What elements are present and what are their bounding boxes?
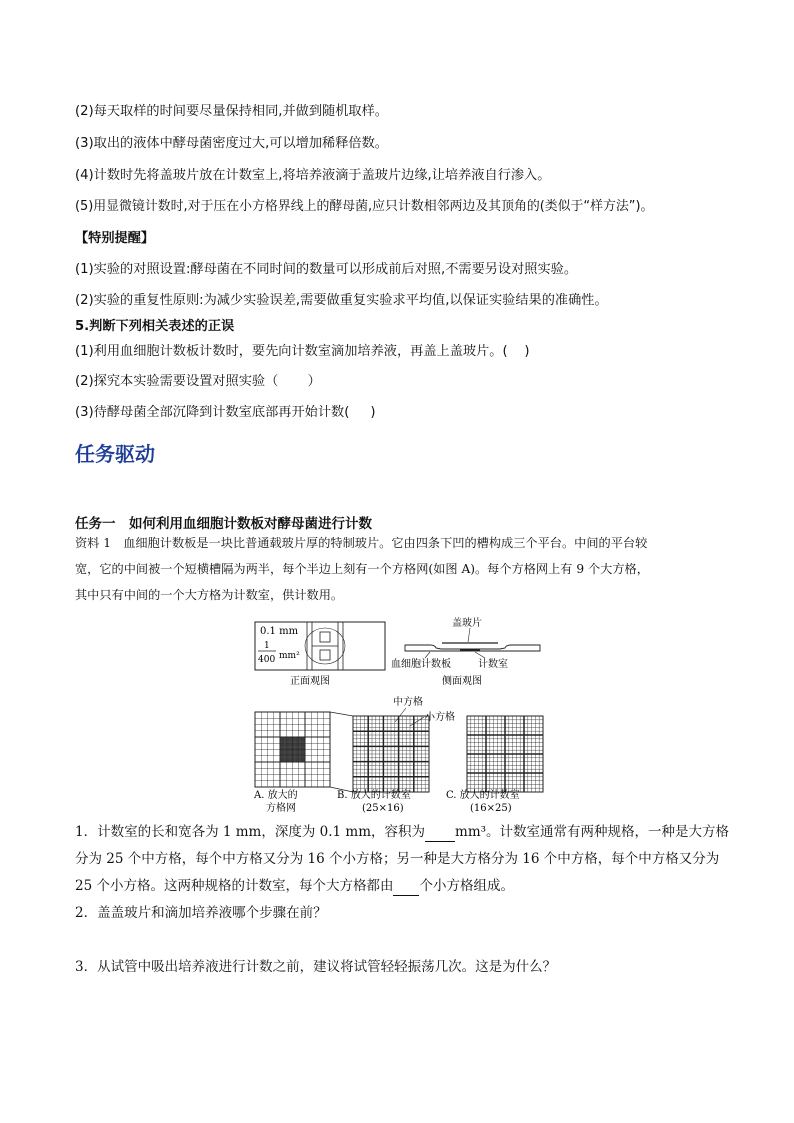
hemocytometer-figure [250,612,550,817]
question-1-line-2: 分为 25 个中方格，每个中方格又分为 16 个小方格；另一种是大方格分为 16 个中方格，每个中方格又分为 [75,851,720,867]
caption-c-line1: C. 放大的计数室 [446,790,520,801]
grid-c-counting-chamber-16x25 [467,716,543,792]
question-1-line-1 [75,823,729,842]
front-frac-denominator: 400 [258,655,276,665]
material-line-2: 宽，它的中间被一个短横槽隔为两半，每个半边上刻有一个方格网(如图 A)。每个方格网上有 9 个大方格， [75,562,649,576]
q1-text-e: 个小方格组成。 [419,878,514,894]
caption-c-line2: (16×25) [470,803,512,814]
reminder-2: (2)实验的重复性原则:为减少实验误差,需要做重复实验求平均值,以保证实验结果的准确性。 [75,293,608,308]
caption-a-line1: A. 放大的 [254,790,298,801]
reminder-title: 【特别提醒】 [75,231,155,246]
note-2: (2)每天取样的时间要尽量保持相同,并做到随机取样。 [75,104,388,119]
label-small-square: 小方格 [425,712,455,723]
q1-answer-blank-volume[interactable] [425,823,455,842]
caption-b-line1: B. 放大的计数室 [337,790,411,801]
q1-text-a: 1．计数室的长和宽各为 1 mm，深度为 0.1 mm，容积为 [75,824,426,840]
front-view [255,622,385,687]
front-unit-label: mm² [279,651,300,661]
q1-text-b: mm³。计数室通常有两种规格，一种是大方格 [455,824,730,840]
side-label-cover: 盖玻片 [452,618,482,629]
judge-1: (1)利用血细胞计数板计数时，要先向计数室滴加培养液，再盖上盖玻片。( ) [75,344,530,359]
side-label-chamber: 计数室 [478,659,508,670]
caption-b-line2: (25×16) [362,803,404,814]
front-caption: 正面观图 [290,676,330,687]
reminder-1: (1)实验的对照设置:酵母菌在不同时间的数量可以形成前后对照,不需要另设对照实验。 [75,262,578,277]
label-mid-square: 中方格 [393,697,423,708]
note-4: (4)计数时先将盖玻片放在计数室上,将培养液滴于盖玻片边缘,让培养液自行渗入。 [75,168,551,183]
grid-b-counting-chamber-25x16 [353,716,429,792]
task-1-title: 任务一 如何利用血细胞计数板对酵母菌进行计数 [75,516,372,532]
side-view [391,616,540,687]
material-line-3: 其中只有中间的一个大方格为计数室，供计数用。 [75,588,344,602]
grid-a-full-network [255,712,330,787]
front-frac-numerator: 1 [264,641,270,651]
note-5: (5)用显微镜计数时,对于压在小方格界线上的酵母菌,应只计数相邻两边及其顶角的(类似于“样方法”)。 [75,199,654,214]
q1-answer-blank-count[interactable] [393,877,419,896]
judge-3: (3)待酵母菌全部沉降到计数室底部再开始计数( ) [75,405,376,420]
side-label-board: 血细胞计数板 [391,659,451,670]
judge-title: 5.判断下列相关表述的正误 [75,319,235,334]
judge-2: (2)探究本实验需要设置对照实验（ ） [75,374,321,389]
material-line-1: 资料 1 血细胞计数板是一块比普通载玻片厚的特制玻片。它由四条下凹的槽构成三个平台。中间的平台较 [75,536,648,550]
question-3: 3．从试管中吸出培养液进行计数之前，建议将试管轻轻振荡几次。这是为什么？ [75,959,557,975]
caption-a-line2: 方格网 [266,803,296,814]
question-2: 2．盖盖玻片和滴加培养液哪个步骤在前？ [75,905,327,921]
q1-text-d: 25 个小方格。这两种规格的计数室，每个大方格都由 [75,878,394,894]
section-title: 任务驱动 [75,442,155,466]
note-3: (3)取出的液体中酵母菌密度过大,可以增加稀释倍数。 [75,136,388,151]
question-1-line-3 [75,877,514,896]
front-dim-label: 0.1 mm [260,626,299,637]
side-caption: 侧面观图 [442,676,482,687]
